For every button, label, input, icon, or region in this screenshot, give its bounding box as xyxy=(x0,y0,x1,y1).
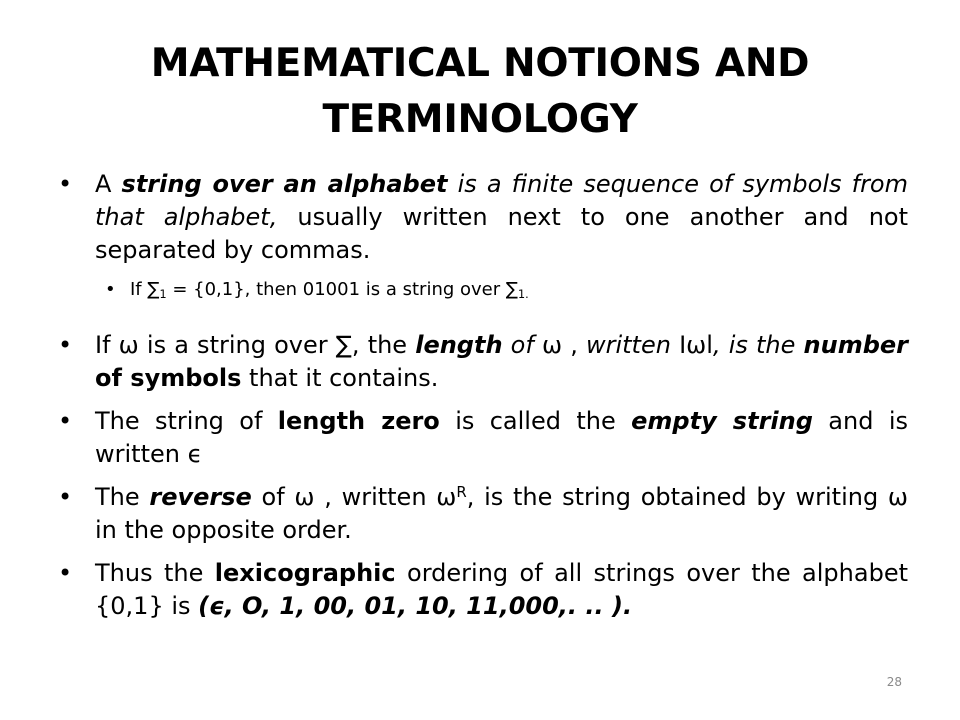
text-run: and is written ϵ xyxy=(95,407,908,468)
text-run: ordering of all strings over the alphabet {0,1} is xyxy=(95,559,908,620)
subscript: 1 xyxy=(159,287,167,301)
term-string-over-alphabet: string over an alphabet xyxy=(121,170,448,198)
bullet-length-definition xyxy=(58,329,908,395)
text-run: The string of xyxy=(95,407,278,435)
text-run: of xyxy=(502,331,534,359)
text-run: , is the string obtained by writing ω in the opposite order. xyxy=(95,483,909,544)
text-run: usually written next to one another and not separated by commas. xyxy=(95,203,908,264)
text-run: = {0,1}, then 01001 is a string over ∑ xyxy=(166,279,518,300)
bullet-lexicographic xyxy=(58,557,908,623)
term-length: length xyxy=(415,331,503,359)
sub-bullet-string-example xyxy=(105,277,908,303)
content-body xyxy=(58,168,908,633)
text-run: , is the xyxy=(712,331,804,359)
page-number: 28 xyxy=(886,675,902,689)
term-length-zero: length zero xyxy=(277,407,440,435)
text-run: If ω is a string over ∑, the xyxy=(95,331,416,359)
text-run: Thus the xyxy=(95,559,215,587)
term-reverse: reverse xyxy=(149,483,252,511)
subscript: 1. xyxy=(518,287,529,301)
term-number: number xyxy=(803,331,909,359)
bullet-empty-string xyxy=(58,405,908,471)
superscript: R xyxy=(456,482,467,501)
text-run: A xyxy=(95,170,122,198)
slide-title xyxy=(60,36,900,148)
text-run: of ω , written ω xyxy=(251,483,457,511)
term-of-symbols: of symbols xyxy=(95,364,242,392)
text-run: Iωl xyxy=(679,331,713,359)
title-line-2: TERMINOLOGY xyxy=(322,97,638,142)
text-run: ω , xyxy=(533,331,578,359)
term-lexicographic: lexicographic xyxy=(214,559,396,587)
text-run: written xyxy=(577,331,680,359)
text-run: is a finite sequence of symbols from that alphabet, xyxy=(95,170,908,231)
term-empty-string: empty string xyxy=(631,407,813,435)
bullet-string-definition xyxy=(58,168,908,267)
text-run: is called the xyxy=(439,407,632,435)
bullet-reverse xyxy=(58,481,908,547)
text-run: If ∑ xyxy=(130,279,160,300)
text-run: The xyxy=(95,483,150,511)
title-line-1: MATHEMATICAL NOTIONS AND xyxy=(150,41,810,86)
lexicographic-sequence: (ϵ, O, 1, 00, 01, 10, 11,000,. .. ). xyxy=(198,592,633,620)
text-run: that it contains. xyxy=(241,364,439,392)
